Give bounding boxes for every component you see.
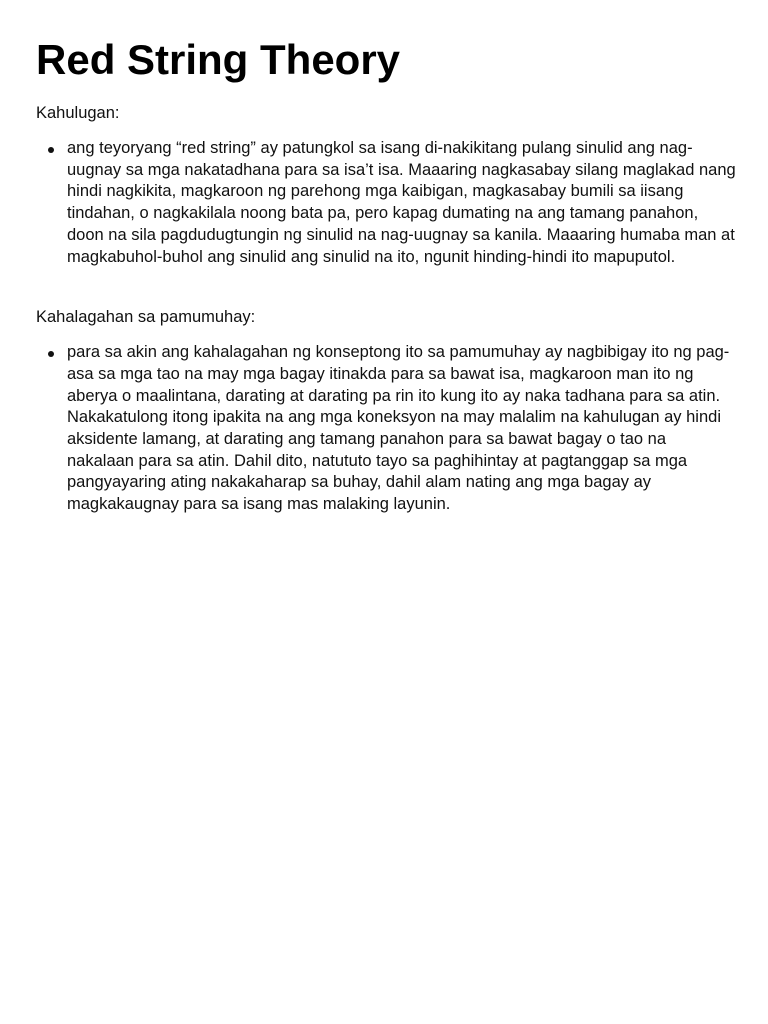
- page-title: Red String Theory: [36, 36, 401, 83]
- list-item: [36, 138, 736, 268]
- section-label-kahalagahan: Kahalagahan sa pamumuhay:: [36, 308, 256, 327]
- bullet-list-kahalagahan: [36, 342, 736, 516]
- bullet-list-kahulugan: [36, 138, 736, 268]
- document-page: [36, 36, 736, 516]
- list-item-text: para sa akin ang kahalagahan ng konseptong ito sa pamumuhay ay nagbibigay ito ng pag-asa sa mga tao na may mga bagay itinakda para sa bawat isa, magkaroon man ito ng aberya o maalintana, darating at darating pa rin ito kung ito ay naka tadhana para sa atin. Nakakatulong itong ipakita na ang mga koneksyon na may malalim na kahulugan ay hindi aksidente lamang, at darating ang tamang panahon para sa bawat bagay o tao na nakalaan para sa atin. Dahil dito, natututo tayo sa paghihintay at pagtanggap sa mga pangyayaring ating nakakaharap sa buhay, dahil alam nating ang mga bagay ay magkakaugnay para sa isang mas malaking layunin.: [67, 343, 730, 514]
- list-item: [36, 342, 736, 516]
- bullet-icon: [48, 147, 54, 153]
- section-label-kahulugan: Kahulugan:: [36, 104, 120, 122]
- list-item-text: ang teyoryang “red string” ay patungkol sa isang di-nakikitang pulang sinulid ang nag-uugnay sa mga nakatadhana para sa isa’t isa. Maaaring nagkasabay silang maglakad nang hindi nagkikita, magkaroon ng parehong mga kaibigan, magkasabay bumili sa iisang tindahan, o nagkakilala noong bata pa, pero kapag dumating na ang tamang panahon, doon na sila pagdudugtungin ng sinulid na nag-uugnay sa kanila. Maaaring humaba man at magkabuhol-buhol ang sinulid ang sinulid na ito, ngunit hinding-hindi ito mapuputol.: [67, 139, 736, 266]
- bullet-icon: [48, 351, 54, 357]
